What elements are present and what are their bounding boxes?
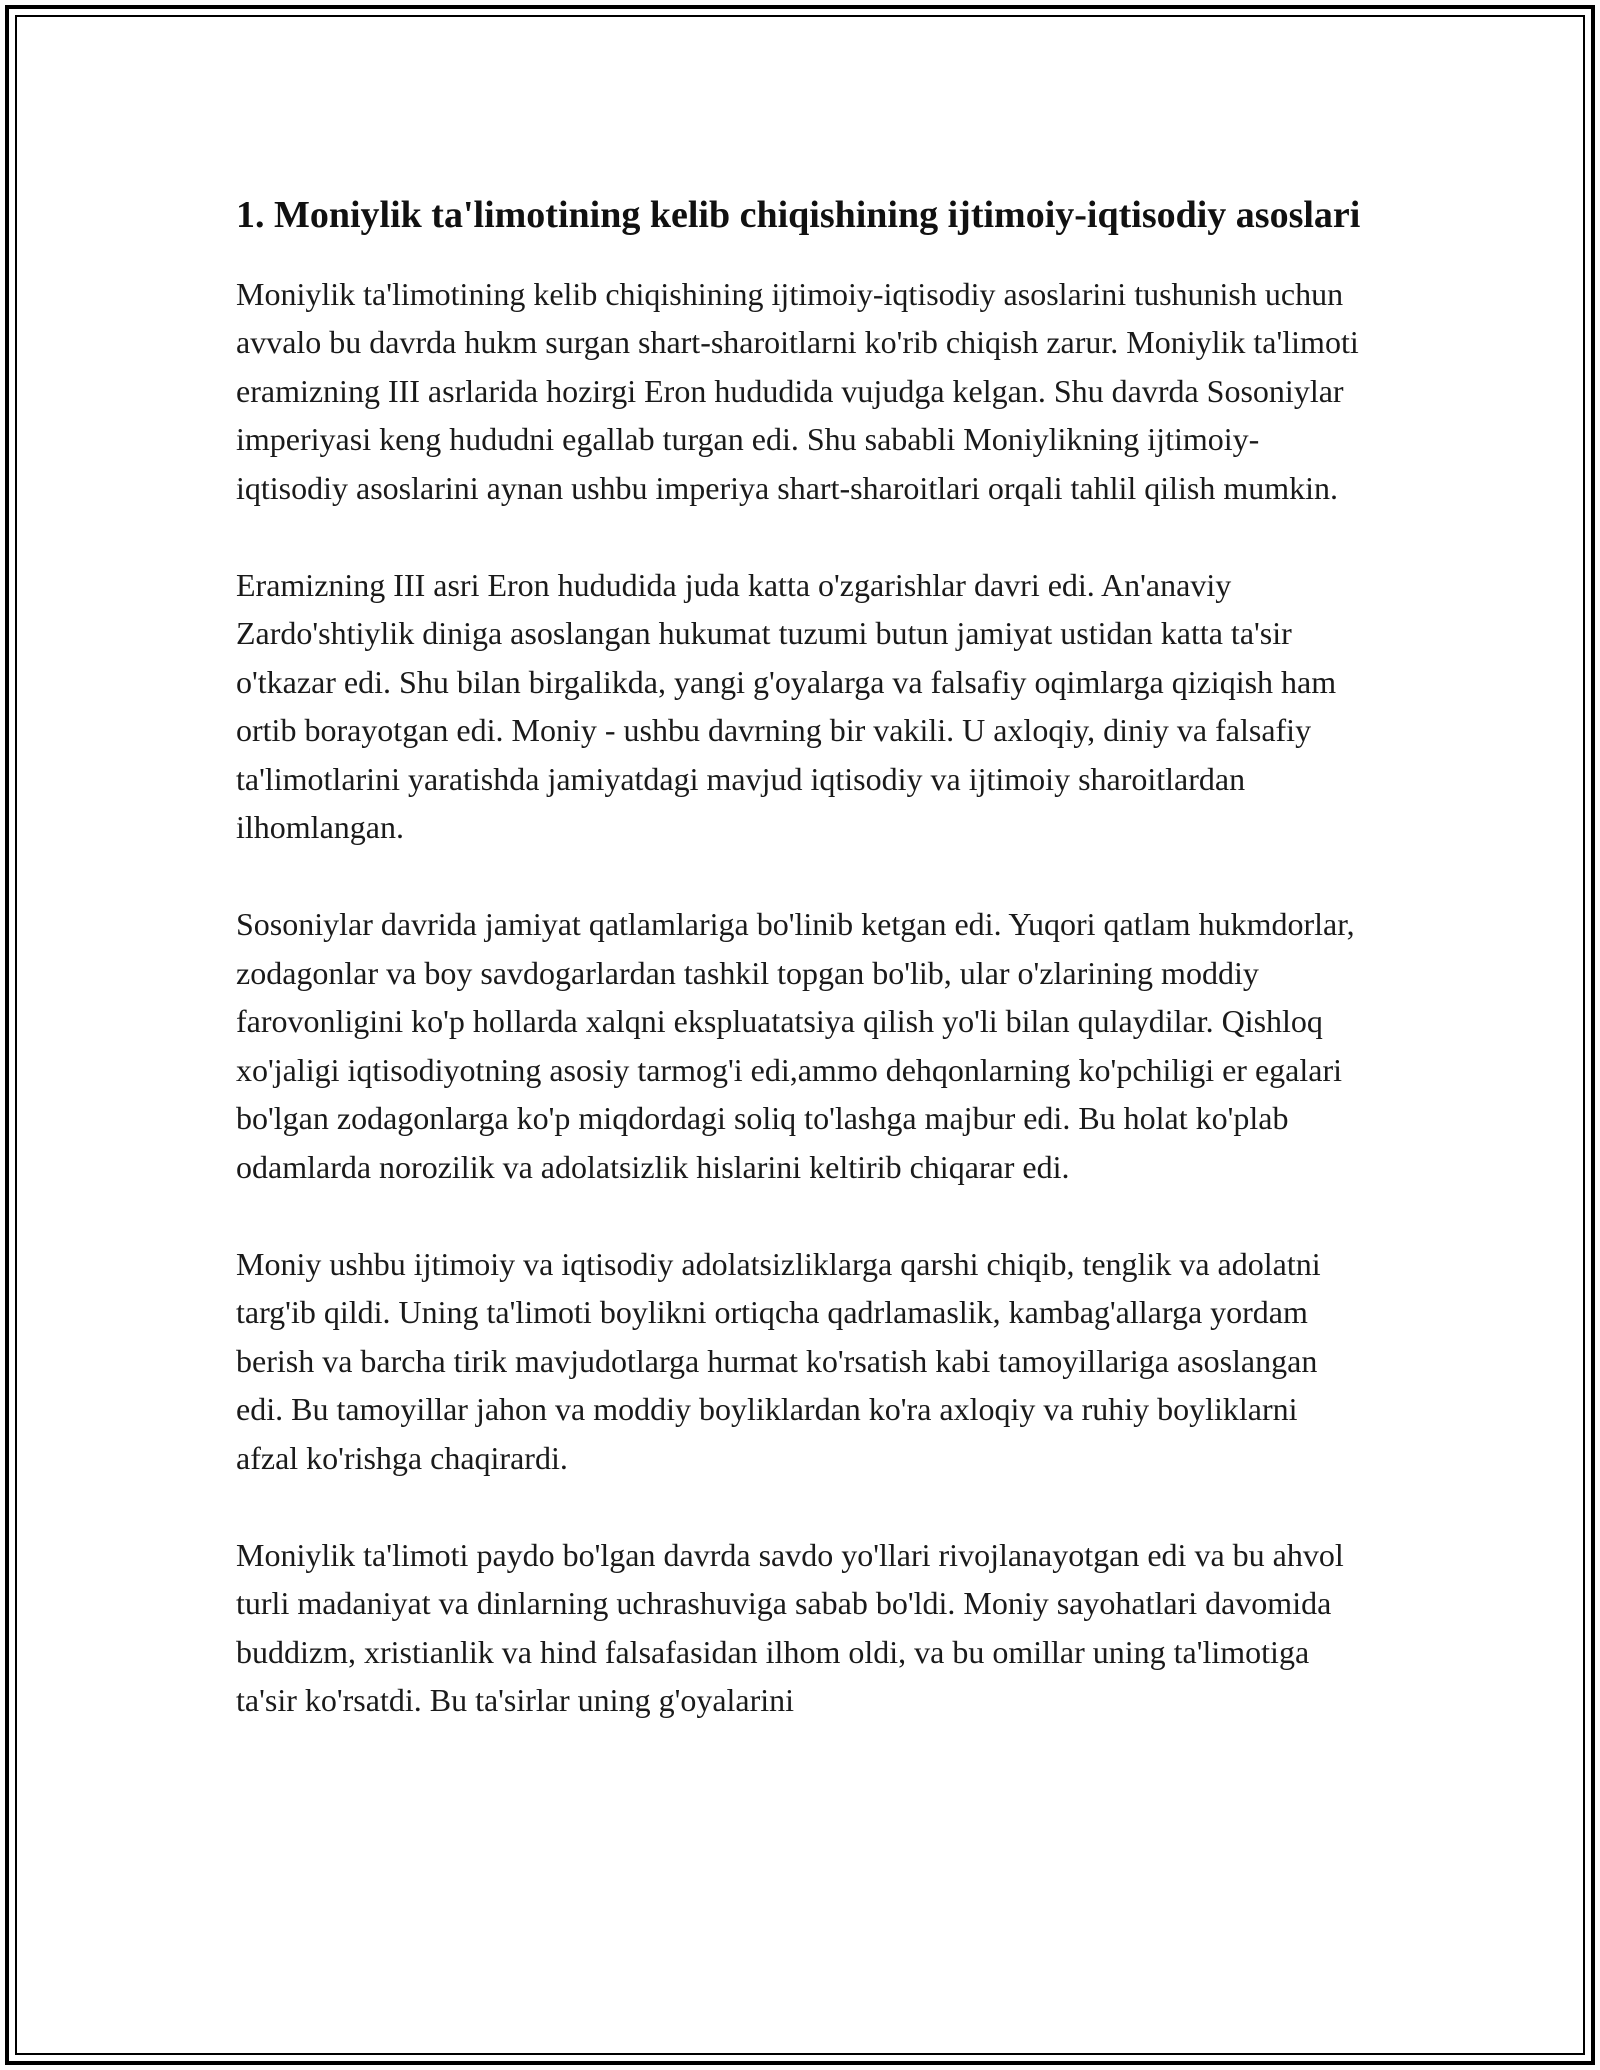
document-body (236, 188, 1366, 1774)
paragraph-2: Eramizning III asri Eron hududida juda katta o'zgarishlar davri edi. An'anaviy Zardo'shtiylik diniga asoslangan hukumat tuzumi butun jamiyat ustidan katta ta'sir o'tkazar edi. Shu bilan birgalikda, yangi g'oyalarga va falsafiy oqimlarga qiziqish ham ortib borayotgan edi. Moniy - ushbu davrning bir vakili. U axloqiy, diniy va falsafiy ta'limotlarini yaratishda jamiyatdagi mavjud iqtisodiy va ijtimoiy sharoitlardan ilhomlangan. (236, 567, 1337, 846)
section-heading: 1. Moniylik ta'limotining kelib chiqishining ijtimoiy-iqtisodiy asoslari (236, 194, 1361, 236)
paragraph-5: Moniylik ta'limoti paydo bo'lgan davrda savdo yo'llari rivojlanayotgan edi va bu ahvol turli madaniyat va dinlarning uchrashuviga sabab bo'ldi. Moniy sayohatlari davomida buddizm, xristianlik va hind falsafasidan ilhom oldi, va bu omillar uning ta'limotiga ta'sir ko'rsatdi. Bu ta'sirlar uning g'oyalarini (236, 1536, 1344, 1719)
paragraph-3: Sosoniylar davrida jamiyat qatlamlariga bo'linib ketgan edi. Yuqori qatlam hukmdorlar, zodagonlar va boy savdogarlardan tashkil topgan bo'lib, ular o'zlarining moddiy farovonligini ko'p hollarda xalqni ekspluatatsiya qilish yo'li bilan qulaydilar. Qishloq xo'jaligi iqtisodiyotning asosiy tarmog'i edi,ammo dehqonlarning ko'pchiligi er egalari bo'lgan zodagonlarga ko'p miqdordagi soliq to'lashga majbur edi. Bu holat ko'plab odamlarda norozilik va adolatsizlik hislarini keltirib chiqarar edi. (236, 906, 1355, 1185)
paragraph-1: Moniylik ta'limotining kelib chiqishining ijtimoiy-iqtisodiy asoslarini tushunish uchun avvalo bu davrda hukm surgan shart-sharoitlarni ko'rib chiqish zarur. Moniylik ta'limoti eramizning III asrlarida hozirgi Eron hududida vujudga kelgan. Shu davrda Sosoniylar imperiyasi keng hududni egallab turgan edi. Shu sababli Moniylikning ijtimoiy-iqtisodiy asoslarini aynan ushbu imperiya shart-sharoitlari orqali tahlil qilish mumkin. (236, 276, 1359, 506)
paragraph-4: Moniy ushbu ijtimoiy va iqtisodiy adolatsizliklarga qarshi chiqib, tenglik va adolatni targ'ib qildi. Uning ta'limoti boylikni ortiqcha qadrlamaslik, kambag'allarga yordam berish va barcha tirik mavjudotlarga hurmat ko'rsatish kabi tamoyillariga asoslangan edi. Bu tamoyillar jahon va moddiy boyliklardan ko'ra axloqiy va ruhiy boyliklarni afzal ko'rishga chaqirardi. (236, 1245, 1321, 1476)
